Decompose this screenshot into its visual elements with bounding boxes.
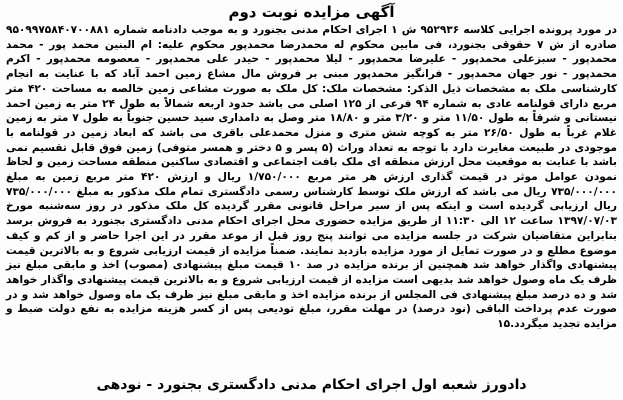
notice-title: آگهی مزایده نوبت دوم: [228, 3, 395, 21]
notice-signature: دادورز شعبه اول اجرای احکام مدنی دادگستری بجنورد - نودهی: [96, 377, 527, 393]
notice-body: در مورد پرونده اجرایی کلاسه ۹۵۲۹۳۶ ش ۱ اجرای احکام مدنی بجنورد و به موجب دادنامه شماره ۹۵۰۹۹۷۵۸۴۰۷۰۰۸۸۱ صادره از ش ۷ حقوقی بجنورد، فی مابین محکوم له محمدرضا محمدپور محکوم علیه: ام البنین محمد پور - محمد محمدپور - سبزعلی محمدپور - علیرضا محمدپور - لیلا محمدپور - حیدر علی محمدپور - معصومه محمدپور - اکرم محمدپور - نور جهان محمدپور - فرانگیز محمدپور مبنی بر فروش مال مشاع زمین احمد آباد که با عنایت به انجام کارشناسی ملک به مشخصات ذیل الذکر: مشخصات ملک: کل ملک به صورت مشاعی زمین خالصه به مساحت ۴۲۰ متر مربع دارای قولنامه عادی به شماره ۹۴ فرعی از ۱۲۵ اصلی می باشد حدود اربعه شمالاً به طول ۲۴ متر به زمین احمد نیستانی و شرقاً به طول ۱۱/۵۰ متر و ۳/۲۰ متر و ۱۸/۸۰ متر وصل به دامداری سید حسین جنوباً به طول ۷ متر به زمین غلام غرباً به طول ۲۶/۵۰ متر به کوچه شش متری و منزل محمدعلی باقری می باشد که ابعاد زمین در قولنامه با موجودی در طبیعت مغایرت دارد با توجه به تعداد وراث (۵ پسر و ۵ دختر و همسر متوفی) زمین فوق قابل تقسیم نمی باشد با عنایت به موقعیت محل ارزش منطقه ای ملک بافت اجتماعی و اقتصادی ساکنین منطقه مساحت زمین و لحاظ نمودن عوامل موثر در قیمت گذاری ارزش هر متر مربع ۱/۷۵۰/۰۰۰ ریال و ارزش ۴۲۰ متر مربع زمین به مبلغ ۷۳۵/۰۰۰/۰۰۰ ریال می باشد که ارزش ملک توسط کارشناس رسمی دادگستری تمام ملک مذکور به مبلغ ۷۳۵/۰۰۰/۰۰۰ ریال ارزیابی گردیده است و اینکه پس از سیر مراحل قانونی مقرر گردیده کل ملک مذکور در روز سه‌شنبه مورخ ۱۳۹۷/۰۷/۰۳ ساعت ۱۲ الی ۱۱:۳۰ از طریق مزایده حضوری محل اجرای احکام مدنی دادگستری بجنورد به فروش برسد بنابراین متقاضیان شرکت در جلسه مزایده می توانند پنج روز قبل از موعد مقرر در این اجرا حاضر و از کم و کیف موضوع مطلع و در صورت تمایل از مورد مزایده بازدید نمایند. ضمناً مزایده از قیمت ارزیابی شروع و به بالاترین قیمت پیشنهادی واگذار خواهد شد همچنین از برنده مزایده در صد ۱۰ قیمت مبلغ پیشنهادی (مصوب) اخذ و مابقی مبلغ نیز ظرف یک ماه وصول خواهد شد بدیهی است مزایده از قیمت ارزیابی شروع و به بالاترین قیمت پیشنهادی واگذار خواهد شد و ده درصد مبلغ پیشنهادی فی المجلس از برنده مزایده اخذ و مابقی مبلغ نیز ظرف یک ماه وصول خواهد شد و در صورت عدم پرداخت الباقی (نود درصد) در مهلت مقرر، مبلغ تودیعی پس از کسر هزینه مزایده به نفع دولت ضبط و مزایده تجدید میگردد.۱۵: [6, 24, 618, 331]
